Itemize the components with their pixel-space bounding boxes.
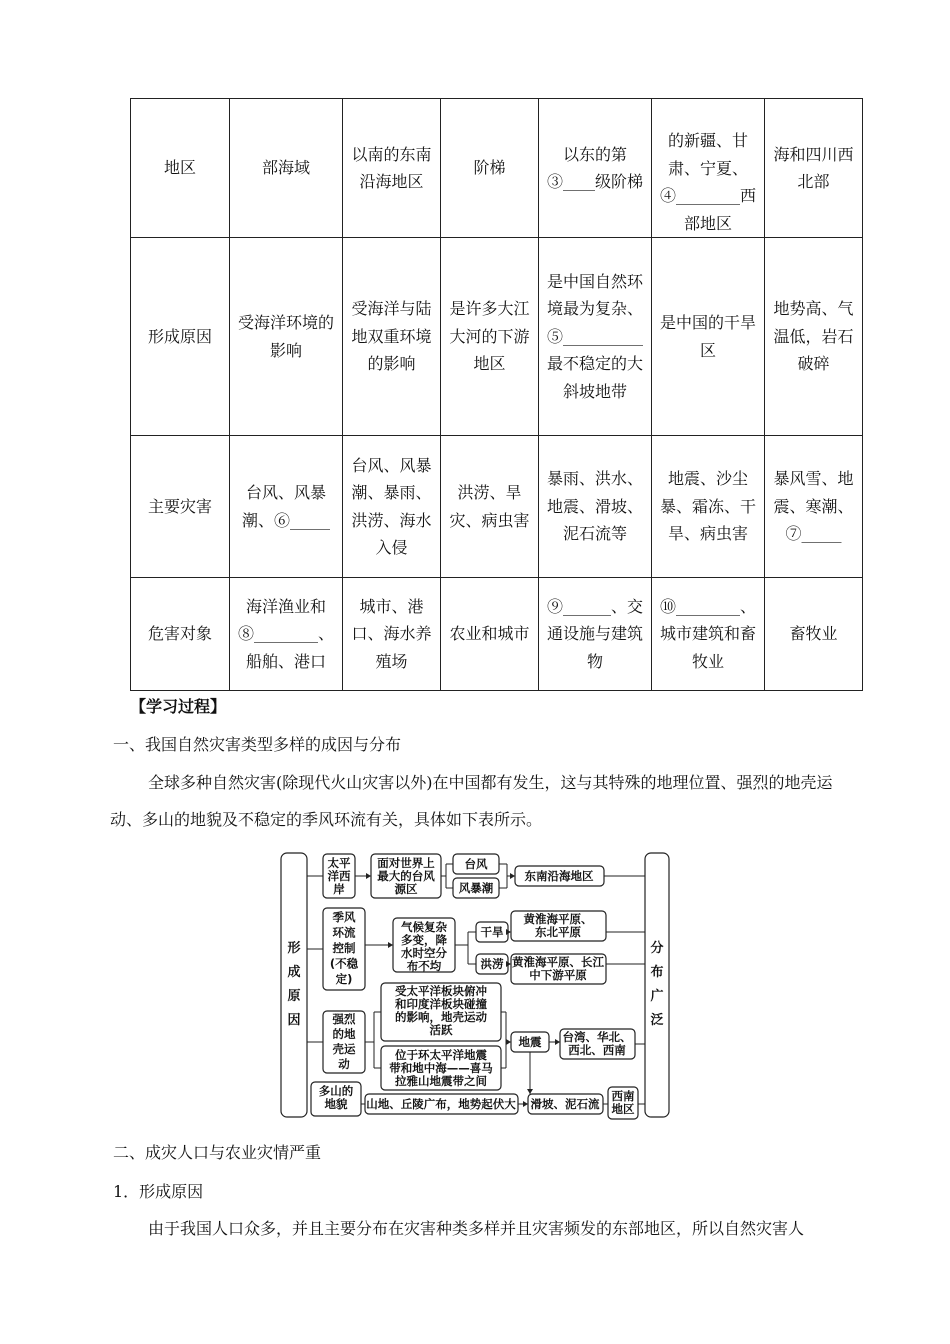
hazard-region-table [130,98,863,691]
diagram-label-quake-region: 西北、西南 [568,1043,626,1057]
row-label: 危害对象 [131,578,230,691]
diagram-label-landslide: 滑坡、泥石流 [530,1097,600,1111]
row-label: 形成原因 [131,238,230,436]
diagram-label-earthquake: 地震 [518,1035,542,1049]
table-cell: 以东的第③____级阶梯 [539,99,652,238]
diagram-label-climate: 水时空分 [401,946,447,960]
diagram-label-pacific: 洋西 [327,869,351,883]
diagram-label-drought: 干旱 [480,925,504,939]
table-row [131,436,863,578]
table-row [131,578,863,691]
diagram-label-left-label: 形 [287,941,301,956]
diagram-label-typhoon-source: 最大的台风 [377,869,435,883]
diagram-label-flood-region: 中下游平原 [529,968,587,982]
diagram-label-drought-region: 东北平原 [535,925,581,939]
diagram-label-typhoon-source: 源区 [394,882,418,896]
table-cell: 地震、沙尘暴、霜冻、干旱、病虫害 [652,436,765,578]
table-cell: 的新疆、甘肃、宁夏、④________西部地区 [652,99,765,238]
diagram-label-right-label: 广 [650,989,664,1004]
row-label: 主要灾害 [131,436,230,578]
diagram-label-left-label: 原 [287,989,301,1004]
table-cell: 阶梯 [441,99,539,238]
diagram-label-quake-region: 台湾、华北、 [562,1030,632,1044]
diagram-label-crust: 强烈 [332,1012,356,1026]
table-cell: 海洋渔业和⑧________、船舶、港口 [230,578,343,691]
diagram-label-climate: 多变，降 [401,933,447,947]
table-cell: 受海洋与陆地双重环境的影响 [343,238,441,436]
table-cell: 畜牧业 [765,578,863,691]
diagram-label-plate: 受太平洋板块俯冲 [395,984,487,998]
heading-3: 1．形成原因 [113,1182,204,1201]
diagram-label-monsoon: (不稳 [329,956,359,971]
diagram-label-monsoon: 控制 [332,941,356,955]
table-cell: 受海洋环境的影响 [230,238,343,436]
paragraph-2: 由于我国人口众多，并且主要分布在灾害种类多样并且灾害频发的东部地区，所以自然灾害人 [148,1219,805,1238]
diagram-label-left-label: 成 [287,965,301,980]
diagram-label-crust: 壳运 [332,1042,356,1056]
table-row [131,238,863,436]
diagram-label-left-label: 因 [287,1013,301,1028]
diagram-label-crust: 动 [338,1057,350,1071]
table-cell: 部海域 [230,99,343,238]
table-cell: 洪涝、旱灾、病虫害 [441,436,539,578]
diagram-label-monsoon: 季风 [332,910,356,924]
table-cell: ⑩________、城市建筑和畜牧业 [652,578,765,691]
side-box-right [645,853,669,1117]
diagram-label-drought-region: 黄淮海平原、 [523,912,593,926]
heading-1: 一、我国自然灾害类型多样的成因与分布 [113,735,402,754]
table-cell: 是许多大江大河的下游地区 [441,238,539,436]
heading-2: 二、成灾人口与农业灾情严重 [113,1143,322,1162]
table-cell: 海和四川西北部 [765,99,863,238]
table-cell: 台风、风暴潮、暴雨、洪涝、海水入侵 [343,436,441,578]
paragraph-1: 全球多种自然灾害(除现代火山灾害以外)在中国都有发生，这与其特殊的地理位置、强烈的地壳运动、多山的地貌及不稳定的季风环流有关，具体如下表所示。 [110,773,833,829]
diagram-label-climate: 布不均 [406,959,442,973]
diagram-label-typhoon: 台风 [464,857,488,871]
diagram-label-mountain: 多山的 [318,1084,354,1098]
table-cell: 以南的东南沿海地区 [343,99,441,238]
table-cell: 城市、港口、海水养殖场 [343,578,441,691]
diagram-label-plate: 的影响，地壳运动 [395,1010,487,1024]
causes-distribution-diagram [278,848,674,1122]
diagram-label-monsoon: 环流 [332,925,356,940]
diagram-label-plate: 和印度洋板块碰撞 [395,997,487,1011]
diagram-label-right-label: 泛 [650,1013,664,1028]
diagram-label-belt: 拉雅山地震带之间 [395,1074,487,1088]
table-cell: 是中国的干旱区 [652,238,765,436]
section-heading: 【学习过程】 [130,697,227,716]
diagram-label-mountain: 地貌 [324,1097,348,1111]
diagram-label-climate: 气候复杂 [401,920,447,934]
diagram-label-flood-region: 黄淮海平原、长江 [512,955,604,969]
diagram-label-flood: 洪涝 [480,957,504,971]
diagram-label-typhoon-source: 面对世界上 [377,856,435,870]
table-cell: 是中国自然环境最为复杂、⑤__________最不稳定的大斜坡地带 [539,238,652,436]
table-cell: 暴风雪、地震、寒潮、⑦_____ [765,436,863,578]
table-cell: 农业和城市 [441,578,539,691]
table-cell: 地势高、气温低，岩石破碎 [765,238,863,436]
diagram-label-se-coast: 东南沿海地区 [524,869,594,883]
diagram-label-belt: 位于环太平洋地震 [395,1048,487,1062]
diagram-label-plate: 活跃 [429,1023,453,1037]
table-cell: ⑨______、交通设施与建筑物 [539,578,652,691]
table-row [131,99,863,238]
diagram-label-belt: 带和地中海——喜马 [389,1061,493,1075]
diagram-label-pacific: 岸 [333,882,345,896]
side-box-left [281,853,307,1117]
diagram-label-pacific: 太平 [327,856,351,870]
diagram-label-right-label: 布 [650,965,664,980]
diagram-label-right-label: 分 [650,941,664,956]
diagram-label-southwest: 西南 [611,1089,635,1103]
diagram-label-monsoon: 定) [335,972,353,986]
diagram-label-relief: 山地、丘陵广布，地势起伏大 [366,1097,516,1111]
table-cell: 台风、风暴潮、⑥_____ [230,436,343,578]
diagram-label-southwest: 地区 [611,1102,635,1116]
row-label: 地区 [131,99,230,238]
table-cell: 暴雨、洪水、地震、滑坡、泥石流等 [539,436,652,578]
diagram-label-storm-surge: 风暴潮 [458,881,494,895]
diagram-label-crust: 的地 [332,1027,356,1041]
